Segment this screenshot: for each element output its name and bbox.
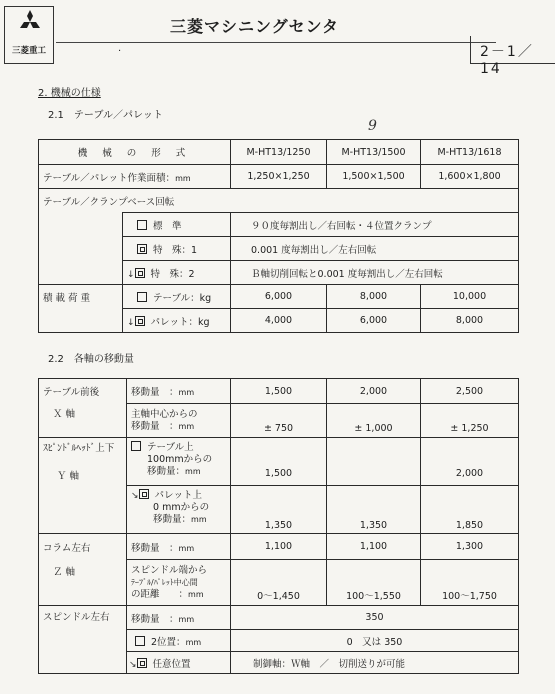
- s-pos2-value: 0 又は 350: [231, 630, 519, 652]
- y-pallet-value: 1,850: [421, 486, 519, 534]
- s-any-value: 制御軸：Ｗ軸 ／ 切削送りが可能: [231, 652, 519, 674]
- y-axis-name: Ｙ 軸: [57, 471, 80, 482]
- table-row: [39, 404, 519, 438]
- tick-mark-icon: ↓: [127, 317, 135, 328]
- load-table-value: 6,000: [231, 285, 327, 309]
- table-row: [39, 213, 519, 237]
- document-title: 三菱マシニングセンタ: [170, 17, 340, 36]
- y-pallet-label: ↘ パレット上 0 mmからの 移動量：mm: [127, 486, 231, 534]
- label-text: 任意位置: [152, 658, 191, 670]
- load-table: [123, 285, 231, 309]
- unit: mm: [178, 614, 195, 624]
- empty-cell: [39, 309, 123, 333]
- s-any-label: [127, 652, 231, 674]
- unit: mm: [188, 589, 204, 599]
- spindle-axis-label: スピンドル左右: [39, 606, 127, 630]
- z-travel-value: 1,100: [327, 534, 421, 560]
- table-row: [39, 165, 519, 189]
- z-axis-label: コラム左右: [39, 534, 127, 560]
- logo-text: 三菱重工: [11, 46, 46, 56]
- label-text: 移動量: [131, 387, 160, 398]
- load-label: 積 載 荷 重: [39, 285, 123, 309]
- area-value: 1,600×1,800: [421, 165, 519, 189]
- y-table-value: 2,000: [421, 438, 519, 486]
- unit: mm: [185, 637, 202, 647]
- z-travel-value: 1,100: [231, 534, 327, 560]
- checked-box-icon: [135, 316, 145, 326]
- model-1618: M-HT13/1618: [421, 140, 519, 165]
- model-1250: M-HT13/1250: [231, 140, 327, 165]
- table-row: [39, 379, 519, 404]
- load-pallet-value: 8,000: [421, 309, 519, 333]
- header-rule: [56, 42, 496, 43]
- label-line: 移動量: [153, 514, 182, 525]
- option-standard: [123, 213, 231, 237]
- z-distance-value: 0～1,450: [231, 560, 327, 606]
- checkbox-icon: [137, 220, 147, 230]
- x-travel-value: 1,500: [231, 379, 327, 404]
- table-row: [39, 261, 519, 285]
- z-axis-name: Ｚ 軸: [39, 560, 127, 606]
- load-pallet-value: 4,000: [231, 309, 327, 333]
- checked-box-icon: [135, 268, 145, 278]
- z-distance-value: 100～1,550: [327, 560, 421, 606]
- area-label-text: テーブル／パレット作業面積：: [43, 172, 176, 184]
- unit: mm: [191, 515, 207, 524]
- x-center-value: ± 1,250: [421, 404, 519, 438]
- x-travel-label: 移動量 ：mm: [127, 379, 231, 404]
- unit: mm: [185, 467, 201, 476]
- mitsubishi-logo-icon: [19, 10, 41, 34]
- page-number: 2－1／14: [480, 44, 534, 77]
- label-text: 移動量: [131, 542, 160, 554]
- empty-cell: [39, 213, 123, 237]
- label-line: パレット上: [154, 490, 202, 501]
- section-heading-2-2: 2.2 各軸の移動量: [48, 354, 134, 365]
- section-heading-2: 2. 機械の仕様: [38, 88, 101, 99]
- x-travel-value: 2,500: [421, 379, 519, 404]
- axis-label-text: ｽﾋﾟﾝﾄﾞﾙﾍｯﾄﾞ上下: [43, 443, 115, 454]
- table-row: [39, 237, 519, 261]
- y-table-value: [327, 438, 421, 486]
- unit: mm: [178, 421, 195, 431]
- table-axis-travel: [38, 378, 519, 674]
- empty-cell: [39, 237, 123, 261]
- section-heading-2-1: 2.1 テーブル／パレット: [48, 110, 163, 121]
- table-table-pallet: [38, 139, 519, 333]
- area-label: [39, 165, 231, 189]
- empty-cell: [39, 261, 123, 285]
- option-label: 特 殊：1: [153, 244, 198, 256]
- table-row: [39, 630, 519, 652]
- x-center-value: ± 750: [231, 404, 327, 438]
- header-dot: ·: [118, 46, 122, 57]
- table-row: [39, 606, 519, 630]
- option-special-1: [123, 237, 231, 261]
- label-line: 100mmからの: [147, 454, 213, 465]
- load-table-value: 8,000: [327, 285, 421, 309]
- empty-cell: [39, 630, 127, 652]
- z-distance-label: スピンドル端から ﾃｰﾌﾞﾙ/ﾊﾟﾚｯﾄ中心間 の距離 ：mm: [127, 560, 231, 606]
- x-center-label: 主軸中心からの 移動量 ：mm: [127, 404, 231, 438]
- load-table-label: テーブル：kg: [153, 292, 212, 304]
- option-special-2: [123, 261, 231, 285]
- label-line: ﾃｰﾌﾞﾙ/ﾊﾟﾚｯﾄ中心間: [131, 577, 198, 587]
- option-label: 特 殊：2: [150, 268, 195, 280]
- option-standard-value: ９０度毎割出し／右回転・４位置クランプ: [231, 213, 519, 237]
- s-travel-label: 移動量 ：mm: [127, 606, 231, 630]
- x-travel-value: 2,000: [327, 379, 421, 404]
- clamp-base-label: テーブル／クランプベース回転: [39, 189, 231, 213]
- tick-mark-icon: ↘: [129, 659, 137, 670]
- label-line: 0 mmからの: [153, 502, 210, 513]
- checked-box-icon: [137, 658, 147, 668]
- label-line: 移動量: [131, 420, 160, 432]
- z-travel-label: 移動量 ：mm: [127, 534, 231, 560]
- label-text: 2位置: [151, 636, 177, 648]
- empty-cell: [39, 486, 127, 534]
- table-row: [39, 486, 519, 534]
- empty-cell: [231, 189, 519, 213]
- table-row: [39, 560, 519, 606]
- checkbox-icon: [135, 636, 145, 646]
- label-line: スピンドル端から: [131, 564, 208, 576]
- y-pallet-value: 1,350: [231, 486, 327, 534]
- checked-box-icon: [137, 244, 147, 254]
- option-label: 標 準: [153, 220, 182, 232]
- model-1500: M-HT13/1500: [327, 140, 421, 165]
- unit: mm: [178, 388, 195, 397]
- table-row: [39, 140, 519, 165]
- y-table-value: 1,500: [231, 438, 327, 486]
- load-pallet: [123, 309, 231, 333]
- table-row: [39, 438, 519, 486]
- table-row: [39, 309, 519, 333]
- empty-cell: [39, 652, 127, 674]
- unit: mm: [178, 543, 195, 553]
- load-pallet-value: 6,000: [327, 309, 421, 333]
- label-text: 移動量: [131, 613, 160, 625]
- table-row: [39, 189, 519, 213]
- table-row: [39, 285, 519, 309]
- handwritten-mark: 9: [368, 118, 377, 134]
- checkbox-icon: [131, 441, 141, 451]
- area-unit: mm: [175, 173, 191, 183]
- x-center-value: ± 1,000: [327, 404, 421, 438]
- y-pallet-value: 1,350: [327, 486, 421, 534]
- tick-mark-icon: ↘: [131, 491, 139, 501]
- checked-box-icon: [139, 489, 149, 499]
- option-special-1-value: 0.001 度毎割出し／左右回転: [231, 237, 519, 261]
- label-line: 主軸中心からの: [131, 408, 198, 420]
- label-line: テーブル上: [147, 442, 194, 453]
- area-value: 1,500×1,500: [327, 165, 421, 189]
- table-row: [39, 534, 519, 560]
- x-axis-name: Ｘ 軸: [39, 404, 127, 438]
- y-axis-label: [39, 438, 127, 486]
- s-pos2-label: 2位置：mm: [127, 630, 231, 652]
- option-special-2-value: Ｂ軸切削回転と0.001 度毎割出し／左右回転: [231, 261, 519, 285]
- load-pallet-label: パレット：kg: [150, 316, 210, 328]
- checkbox-icon: [137, 292, 147, 302]
- y-table-label: テーブル上 100mmからの 移動量：mm: [127, 438, 231, 486]
- label-line: 移動量: [147, 466, 176, 477]
- x-axis-label: テーブル前後: [39, 379, 127, 404]
- model-header: 機 械 の 形 式: [39, 140, 231, 165]
- tick-mark-icon: ↓: [127, 269, 135, 280]
- load-table-value: 10,000: [421, 285, 519, 309]
- z-distance-value: 100～1,750: [421, 560, 519, 606]
- area-value: 1,250×1,250: [231, 165, 327, 189]
- s-travel-value: 350: [231, 606, 519, 630]
- label-line: の距離: [131, 588, 160, 600]
- z-travel-value: 1,300: [421, 534, 519, 560]
- table-row: [39, 652, 519, 674]
